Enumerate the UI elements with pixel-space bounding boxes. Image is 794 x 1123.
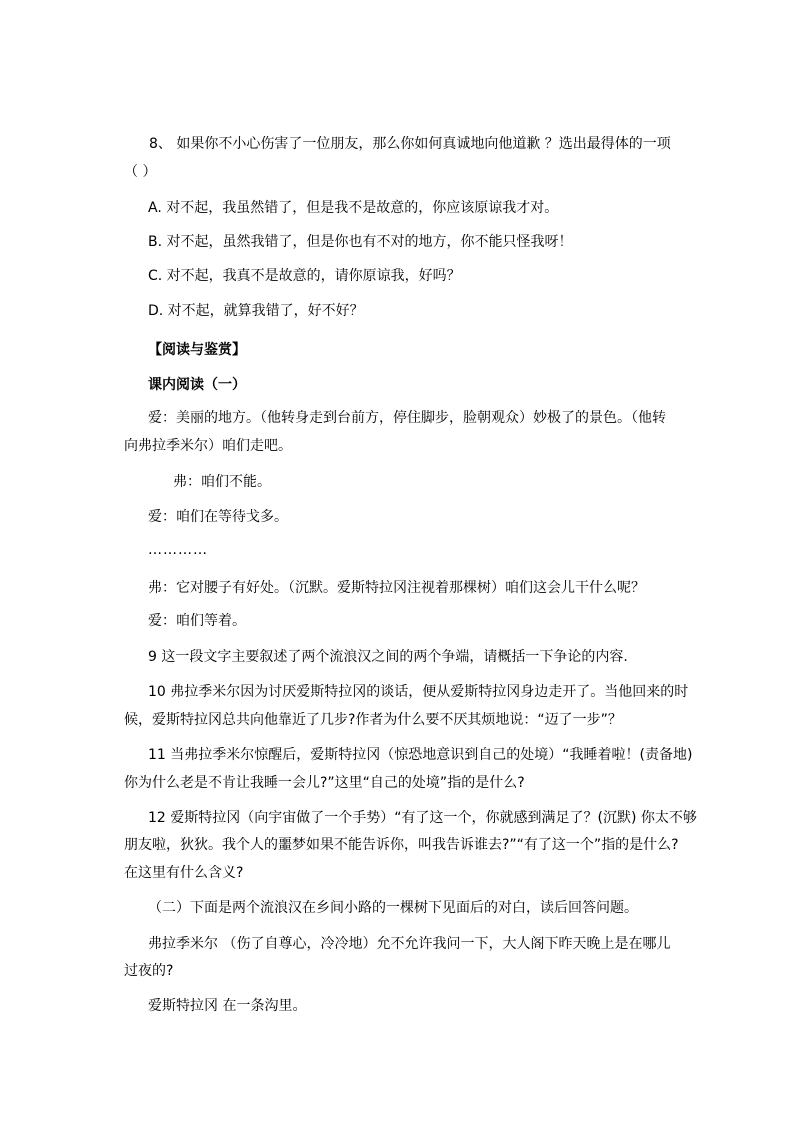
passage-1-para-4: 弗：它对腰子有好处。（沉默。爱斯特拉冈注视着那棵树）咱们这会儿干什么呢？ — [148, 580, 645, 596]
passage-1-para-2: 弗：咱们不能。 — [173, 474, 271, 490]
question-12-line-2: 朋友啦，狄狄。我个人的噩梦如果不能告诉你，叫我告诉谁去?”“有了这一个”指的是什么? — [124, 837, 679, 853]
passage-1-para-1-line-2: 向弗拉季米尔）咱们走吧。 — [124, 438, 292, 454]
passage-2-line-2: 爱斯特拉冈 在一条沟里。 — [148, 998, 307, 1014]
passage-1-para-5: 爱：咱们等着。 — [148, 613, 246, 629]
question-10-line-2: 候，爱斯特拉冈总共向他靠近了几步?作者为什么要不厌其烦地说：“迈了一步”？ — [124, 712, 622, 728]
passage-1-ellipsis: ………… — [148, 542, 208, 558]
question-11-line-2: 你为什么老是不肯让我睡一会儿?”这里“自己的处境”指的是什么? — [124, 775, 525, 791]
option-a: A. 对不起，我虽然错了，但是我不是故意的，你应该原谅我才对。 — [148, 200, 559, 216]
passage-1-para-3: 爱：咱们在等待戈多。 — [148, 509, 288, 525]
question-12-line-1: 12 爱斯特拉冈（向宇宙做了一个手势）“有了这一个，你就感到满足了？(沉默) 你太不够 — [148, 810, 697, 826]
option-d: D. 对不起，就算我错了，好不好？ — [148, 303, 364, 319]
section-subheading: 课内阅读（一） — [148, 377, 246, 393]
question-8-line-1: 8、 如果你不小心伤害了一位朋友，那么你如何真诚地向他道歉 ？选出最得体的一项 — [149, 136, 671, 152]
question-12-line-3: 在这里有什么含义? — [124, 865, 244, 881]
question-11-line-1: 11 当弗拉季米尔惊醒后，爱斯特拉冈（惊恐地意识到自己的处境）“我睡着啦！(责备地) — [148, 747, 693, 763]
passage-2-intro: （二）下面是两个流浪汉在乡间小路的一棵树下见面后的对白，读后回答问题。 — [148, 900, 638, 916]
question-10-line-1: 10 弗拉季米尔因为讨厌爱斯特拉冈的谈话，便从爱斯特拉冈身边走开了。当他回来的时 — [148, 684, 689, 700]
passage-2-line-1b: 过夜的? — [124, 963, 174, 979]
question-8-answer-blank: （ ） — [124, 164, 157, 180]
passage-2-line-1a: 弗拉季米尔 （伤了自尊心，冷冷地）允不允许我问一下，大人阁下昨天晚上是在哪儿 — [148, 936, 671, 952]
option-b: B. 对不起，虽然我错了，但是你也有不对的地方，你不能只怪我呀！ — [148, 234, 573, 250]
option-c: C. 对不起，我真不是故意的，请你原谅我，好吗？ — [148, 268, 461, 284]
section-heading: 【阅读与鉴赏】 — [148, 342, 246, 358]
question-9: 9 这一段文字主要叙述了两个流浪汉之间的两个争端，请概括一下争论的内容. — [148, 649, 628, 665]
passage-1-para-1-line-1: 爱：美丽的地方。（他转身走到台前方，停住脚步，脸朝观众）妙极了的景色。（他转 — [148, 410, 666, 426]
